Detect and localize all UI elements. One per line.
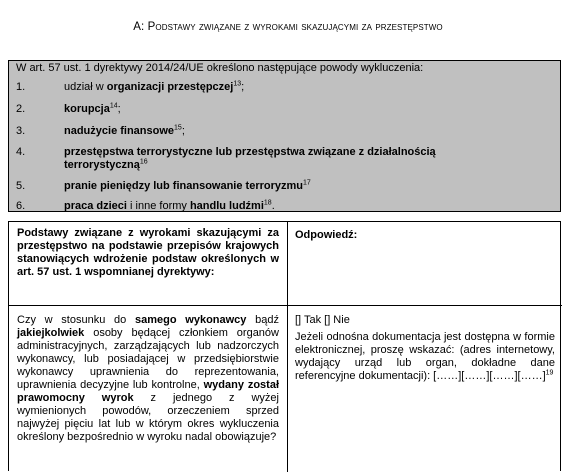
- ground-number: 3.: [16, 125, 26, 137]
- yes-no-options[interactable]: [] Tak [] Nie: [295, 314, 350, 326]
- ground-term: praca dzieci: [64, 200, 127, 212]
- grounds-table: [8, 221, 561, 471]
- emphasis: wydany został prawomocny wyrok: [17, 379, 279, 404]
- ground-term: korupcja: [64, 103, 110, 115]
- emphasis: samego wykonawcy: [135, 314, 247, 326]
- ground-term: handlu ludźmi: [189, 200, 264, 212]
- table-header-grounds: Podstawy związane z wyrokami skazującymi za przestępstwo na podstawie przepisów krajowych stanowiących wdrożenie podstaw określonych w art. 57 ust. 1 wspomnianej dyrektywy:: [17, 227, 279, 278]
- ground-punct: ;: [181, 125, 185, 137]
- footnote-ref: 13: [233, 80, 242, 88]
- ground-number: 6.: [16, 200, 26, 212]
- electronic-documentation-note[interactable]: Jeżeli odnośna dokumentacja jest dostępna w formie elektronicznej, proszę wskazać: (adres internetowy, wydający urząd lub organ, dokładne dane referencyjne dokumentacji): [……][……][……][……]$^{19}$: [295, 331, 555, 382]
- section-title-prefix: A:: [133, 21, 148, 33]
- ground-term: pranie pieniędzy lub finansowanie terroryzmu: [64, 180, 303, 192]
- ground-punct: .: [271, 200, 275, 212]
- section-title-text: Podstawy związane z wyrokami skazującymi za przestępstwo: [147, 21, 443, 33]
- exclusion-grounds-box: [8, 60, 561, 212]
- ground-text: udział w: [64, 81, 107, 93]
- footnote-ref: 17: [303, 179, 311, 187]
- ground-punct: ;: [117, 103, 121, 115]
- grounds-intro: W art. 57 ust. 1 dyrektywy 2014/24/UE określono następujące powody wykluczenia:: [16, 62, 424, 74]
- ground-number: 5.: [16, 180, 26, 192]
- conviction-question: Czy w stosunku do samego wykonawcy bądź jakiejkolwiek osoby będącej członkiem organów administracyjnych, zarządzających lub nadzorczych wykonawcy, lub posiadającej w przedsiębiorstwie wykonawcy uprawnienia do reprezentowania, uprawnienia decyzyjne lub kontrolne, wydany został prawomocny wyrok z jednego z wyżej wymienionych powodów, orzeczeniem sprzed najwyżej pięciu lat lub w którym okres wykluczenia określony bezpośrednio w wyroku nadal obowiązuje?: [17, 314, 279, 443]
- ground-punct: ;: [241, 81, 245, 93]
- column-divider: [287, 222, 288, 472]
- table-header-answer: Odpowiedź:: [295, 229, 358, 241]
- footnote-ref: 14: [109, 102, 118, 110]
- section-title: [0, 21, 576, 33]
- footnote-ref: 18: [263, 199, 272, 207]
- row-divider: [9, 305, 562, 306]
- ground-number: 1.: [16, 81, 26, 93]
- emphasis: jakiejkolwiek: [17, 327, 85, 339]
- footnote-ref: 16: [139, 158, 148, 166]
- ground-text: i inne formy: [126, 200, 190, 212]
- ground-term: nadużycie finansowe: [64, 125, 175, 137]
- footnote-ref: 15: [174, 124, 182, 132]
- ground-term: organizacji przestępczej: [106, 81, 234, 93]
- ground-term: przestępstwa terrorystyczne lub przestępstwa związane z działalnością terrorystyczną: [64, 146, 436, 171]
- footnote-ref: 19: [545, 369, 554, 377]
- ground-number: 2.: [16, 103, 26, 115]
- answer-cell: [295, 314, 555, 383]
- ground-number: 4.: [16, 146, 26, 158]
